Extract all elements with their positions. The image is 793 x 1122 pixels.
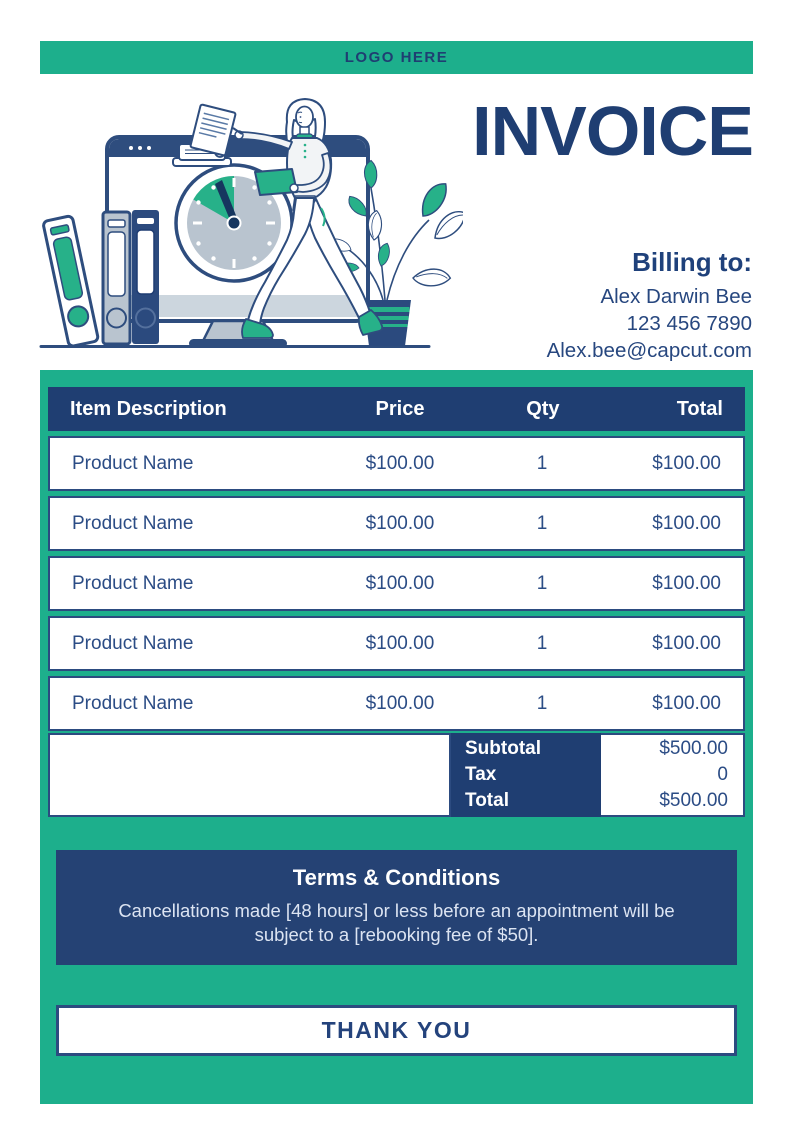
tax-value: 0: [717, 764, 728, 785]
table-row: [48, 496, 745, 551]
item-description-cell: Product Name: [72, 572, 194, 594]
price-cell: $100.00: [365, 572, 435, 594]
price-cell: $100.00: [365, 632, 435, 654]
terms-and-conditions: [56, 850, 737, 965]
total-cell: $100.00: [652, 632, 721, 654]
invoice-body-panel: [40, 370, 753, 1104]
qty-cell: 1: [536, 512, 548, 534]
table-row: [48, 556, 745, 611]
subtotal-value: $500.00: [659, 738, 728, 759]
thank-you-text: THANK YOU: [321, 1017, 472, 1044]
column-header-item-description: Item Description: [70, 397, 227, 420]
item-description-cell: Product Name: [72, 632, 194, 654]
total-cell: $100.00: [652, 452, 721, 474]
total-cell: $100.00: [652, 512, 721, 534]
column-header-qty: Qty: [526, 397, 560, 420]
item-description-cell: Product Name: [72, 452, 194, 474]
tax-label: Tax: [465, 764, 497, 785]
item-description-cell: Product Name: [72, 512, 194, 534]
summary-labels: [451, 733, 601, 817]
total-value: $500.00: [659, 790, 728, 811]
logo-placeholder-text: LOGO HERE: [344, 49, 449, 66]
item-description-cell: Product Name: [72, 692, 194, 714]
terms-title: Terms & Conditions: [292, 865, 501, 890]
total-cell: $100.00: [652, 692, 721, 714]
column-header-total: Total: [676, 397, 723, 420]
logo-banner: [40, 41, 753, 74]
thank-you-box: [56, 1005, 737, 1056]
table-header-row: [48, 387, 745, 431]
column-header-price: Price: [375, 397, 425, 420]
qty-cell: 1: [536, 692, 548, 714]
summary-values: [601, 733, 745, 817]
items-table: [40, 370, 753, 817]
qty-cell: 1: [536, 632, 548, 654]
table-row: [48, 676, 745, 731]
price-cell: $100.00: [365, 692, 435, 714]
qty-cell: 1: [536, 572, 548, 594]
table-row: [48, 616, 745, 671]
subtotal-label: Subtotal: [465, 738, 541, 759]
billing-to-label: Billing to:: [632, 247, 752, 277]
total-label: Total: [465, 790, 509, 811]
total-cell: $100.00: [652, 572, 721, 594]
billing-phone: 123 456 7890: [626, 312, 752, 335]
billing-name: Alex Darwin Bee: [600, 285, 752, 308]
qty-cell: 1: [536, 452, 548, 474]
binders-icon: [43, 210, 159, 347]
billing-block: [547, 247, 752, 364]
price-cell: $100.00: [365, 512, 435, 534]
woman-clock-monitor-illustration-svg: [33, 88, 463, 358]
totals-summary: [48, 733, 745, 817]
price-cell: $100.00: [365, 452, 435, 474]
summary-spacer-cell: [48, 733, 451, 817]
billing-email: Alex.bee@capcut.com: [546, 339, 752, 362]
terms-body: Cancellations made [48 hours] or less before an appointment will be subject to a [rebooking fee of $50].: [118, 900, 675, 946]
hero-illustration: [33, 88, 463, 358]
table-row: [48, 436, 745, 491]
page-title: INVOICE: [472, 92, 753, 170]
